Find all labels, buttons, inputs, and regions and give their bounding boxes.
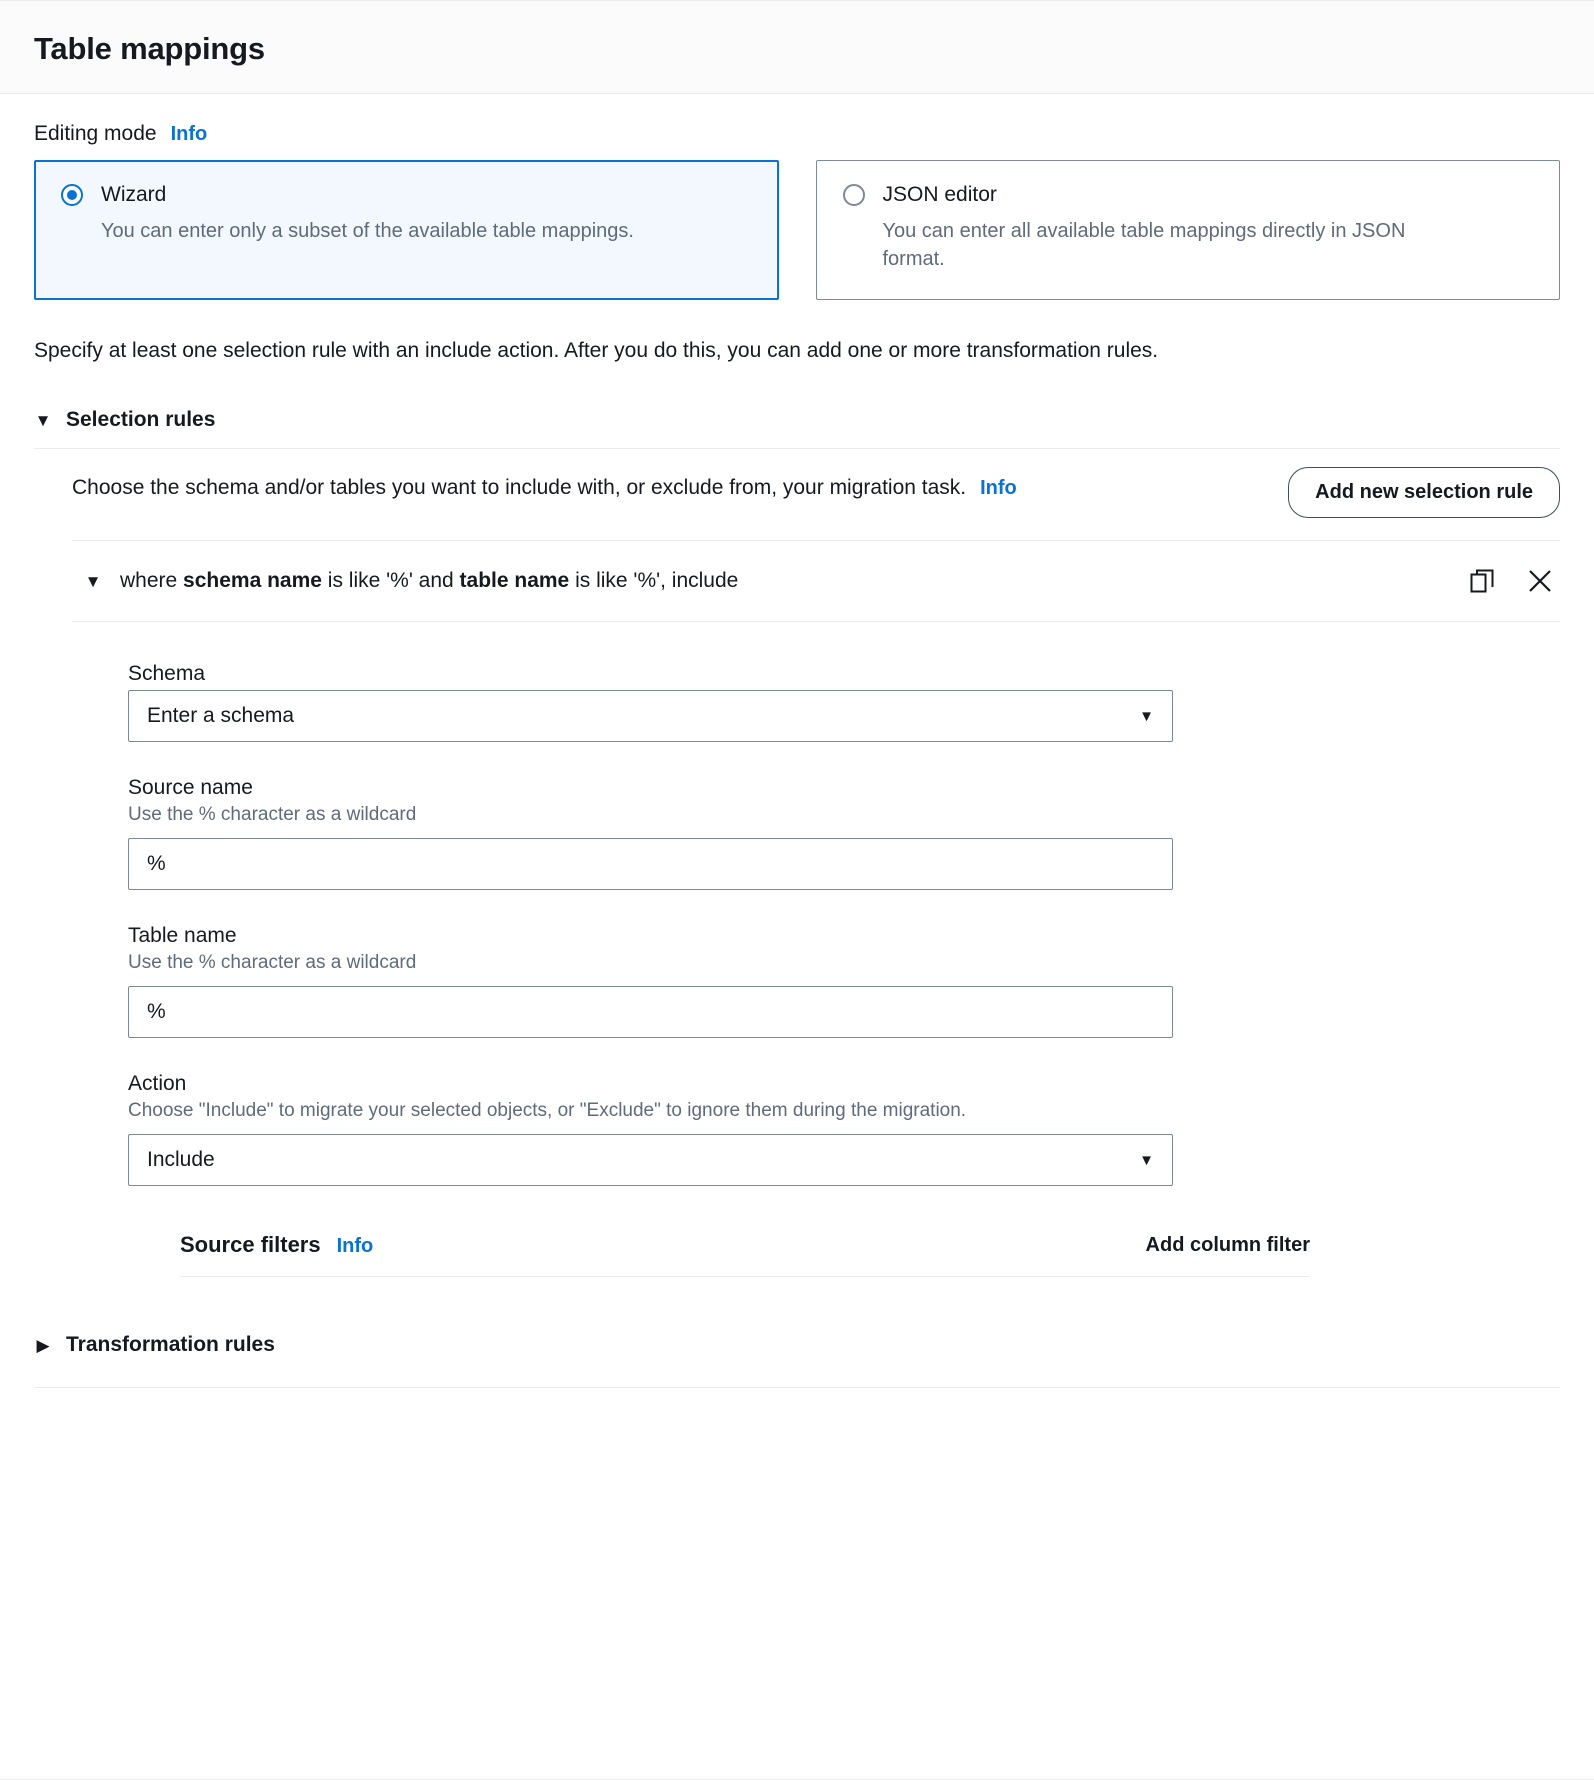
schema-field-group (128, 662, 1560, 742)
selection-rule-summary-table-label: table name (459, 569, 570, 593)
selection-rules-description-wrap (72, 471, 1017, 505)
editing-mode-option-json-editor-head (843, 183, 1534, 207)
source-name-input[interactable] (128, 838, 1173, 890)
transformation-rules-title: Transformation rules (66, 1333, 275, 1357)
transformation-rules-section (34, 1333, 1560, 1388)
source-filters-title: Source filters (180, 1232, 321, 1258)
editing-mode-option-wizard[interactable] (34, 160, 779, 300)
transformation-rules-header[interactable] (34, 1333, 1560, 1357)
editing-mode-label-row (34, 122, 1560, 146)
panel-body (0, 94, 1594, 1388)
schema-select-value: Enter a schema (147, 704, 295, 728)
editing-mode-radio-group (34, 160, 1560, 300)
editing-mode-option-wizard-head (61, 183, 752, 207)
selection-rules-description: Choose the schema and/or tables you want to include with, or exclude from, your migration task. (72, 476, 967, 500)
schema-select[interactable] (128, 690, 1173, 742)
table-name-field-group (128, 924, 1560, 1038)
source-filters-left (180, 1232, 373, 1258)
radio-json-editor-icon[interactable] (843, 184, 865, 206)
close-icon[interactable] (1520, 561, 1560, 601)
action-label: Action (128, 1072, 187, 1096)
selection-rule-summary-mid: is like '%' and (321, 569, 460, 593)
chevron-right-icon[interactable]: ▶ (36, 1335, 50, 1355)
selection-rules-body (34, 449, 1560, 1277)
selection-rules-section (34, 408, 1560, 1277)
editing-mode-info-link[interactable]: Info (170, 123, 208, 145)
selection-rule-summary-suffix: is like '%', include (569, 569, 739, 593)
radio-wizard-icon[interactable] (61, 184, 83, 206)
copy-icon[interactable] (1462, 561, 1502, 601)
editing-mode-option-json-editor-title: JSON editor (882, 183, 997, 206)
panel-header (0, 1, 1594, 94)
source-name-label: Source name (128, 776, 253, 800)
schema-label: Schema (128, 662, 206, 686)
selection-rule-summary-prefix: where (120, 569, 184, 593)
table-name-label: Table name (128, 924, 237, 948)
editing-mode-option-json-editor-description: You can enter all available table mappings directly in JSON format. (882, 220, 1406, 271)
intro-text: Specify at least one selection rule with an include action. After you do this, you can add one or more transformation rules. (34, 339, 1159, 362)
editing-mode-option-wizard-title: Wizard (101, 183, 167, 206)
selection-rules-title: Selection rules (66, 408, 216, 432)
selection-rules-description-row (72, 449, 1560, 541)
selection-rule-summary-schema-label: schema name (183, 569, 322, 593)
add-new-selection-rule-button[interactable]: Add new selection rule (1288, 467, 1560, 518)
chevron-down-icon: ▼ (1139, 1151, 1154, 1169)
action-select[interactable] (128, 1134, 1173, 1186)
rule-chevron-down-icon[interactable]: ▼ (84, 571, 102, 591)
editing-mode-option-json-editor[interactable] (816, 160, 1561, 300)
selection-rule-header (72, 541, 1560, 622)
source-name-field-group (128, 776, 1560, 890)
selection-rule-summary (120, 569, 1444, 593)
chevron-down-icon[interactable]: ▼ (34, 410, 52, 430)
editing-mode-label: Editing mode (34, 122, 157, 145)
selection-rule-body (72, 622, 1560, 1186)
page-title: Table mappings (34, 31, 265, 66)
editing-mode-option-wizard-description: You can enter only a subset of the available table mappings. (101, 220, 634, 242)
selection-rules-info-link[interactable]: Info (980, 477, 1017, 500)
chevron-down-icon: ▼ (1139, 707, 1154, 725)
source-filters-row (180, 1232, 1310, 1277)
action-field-group (128, 1072, 1560, 1186)
selection-rules-header[interactable] (34, 408, 1560, 449)
table-name-input[interactable] (128, 986, 1173, 1038)
action-select-value: Include (147, 1148, 215, 1172)
add-column-filter-button[interactable]: Add column filter (1145, 1233, 1310, 1256)
action-hint: Choose "Include" to migrate your selected objects, or "Exclude" to ignore them during the migration. (128, 1100, 967, 1122)
source-filters-info-link[interactable]: Info (336, 1235, 374, 1258)
table-name-hint: Use the % character as a wildcard (128, 952, 417, 974)
source-name-hint: Use the % character as a wildcard (128, 804, 417, 826)
